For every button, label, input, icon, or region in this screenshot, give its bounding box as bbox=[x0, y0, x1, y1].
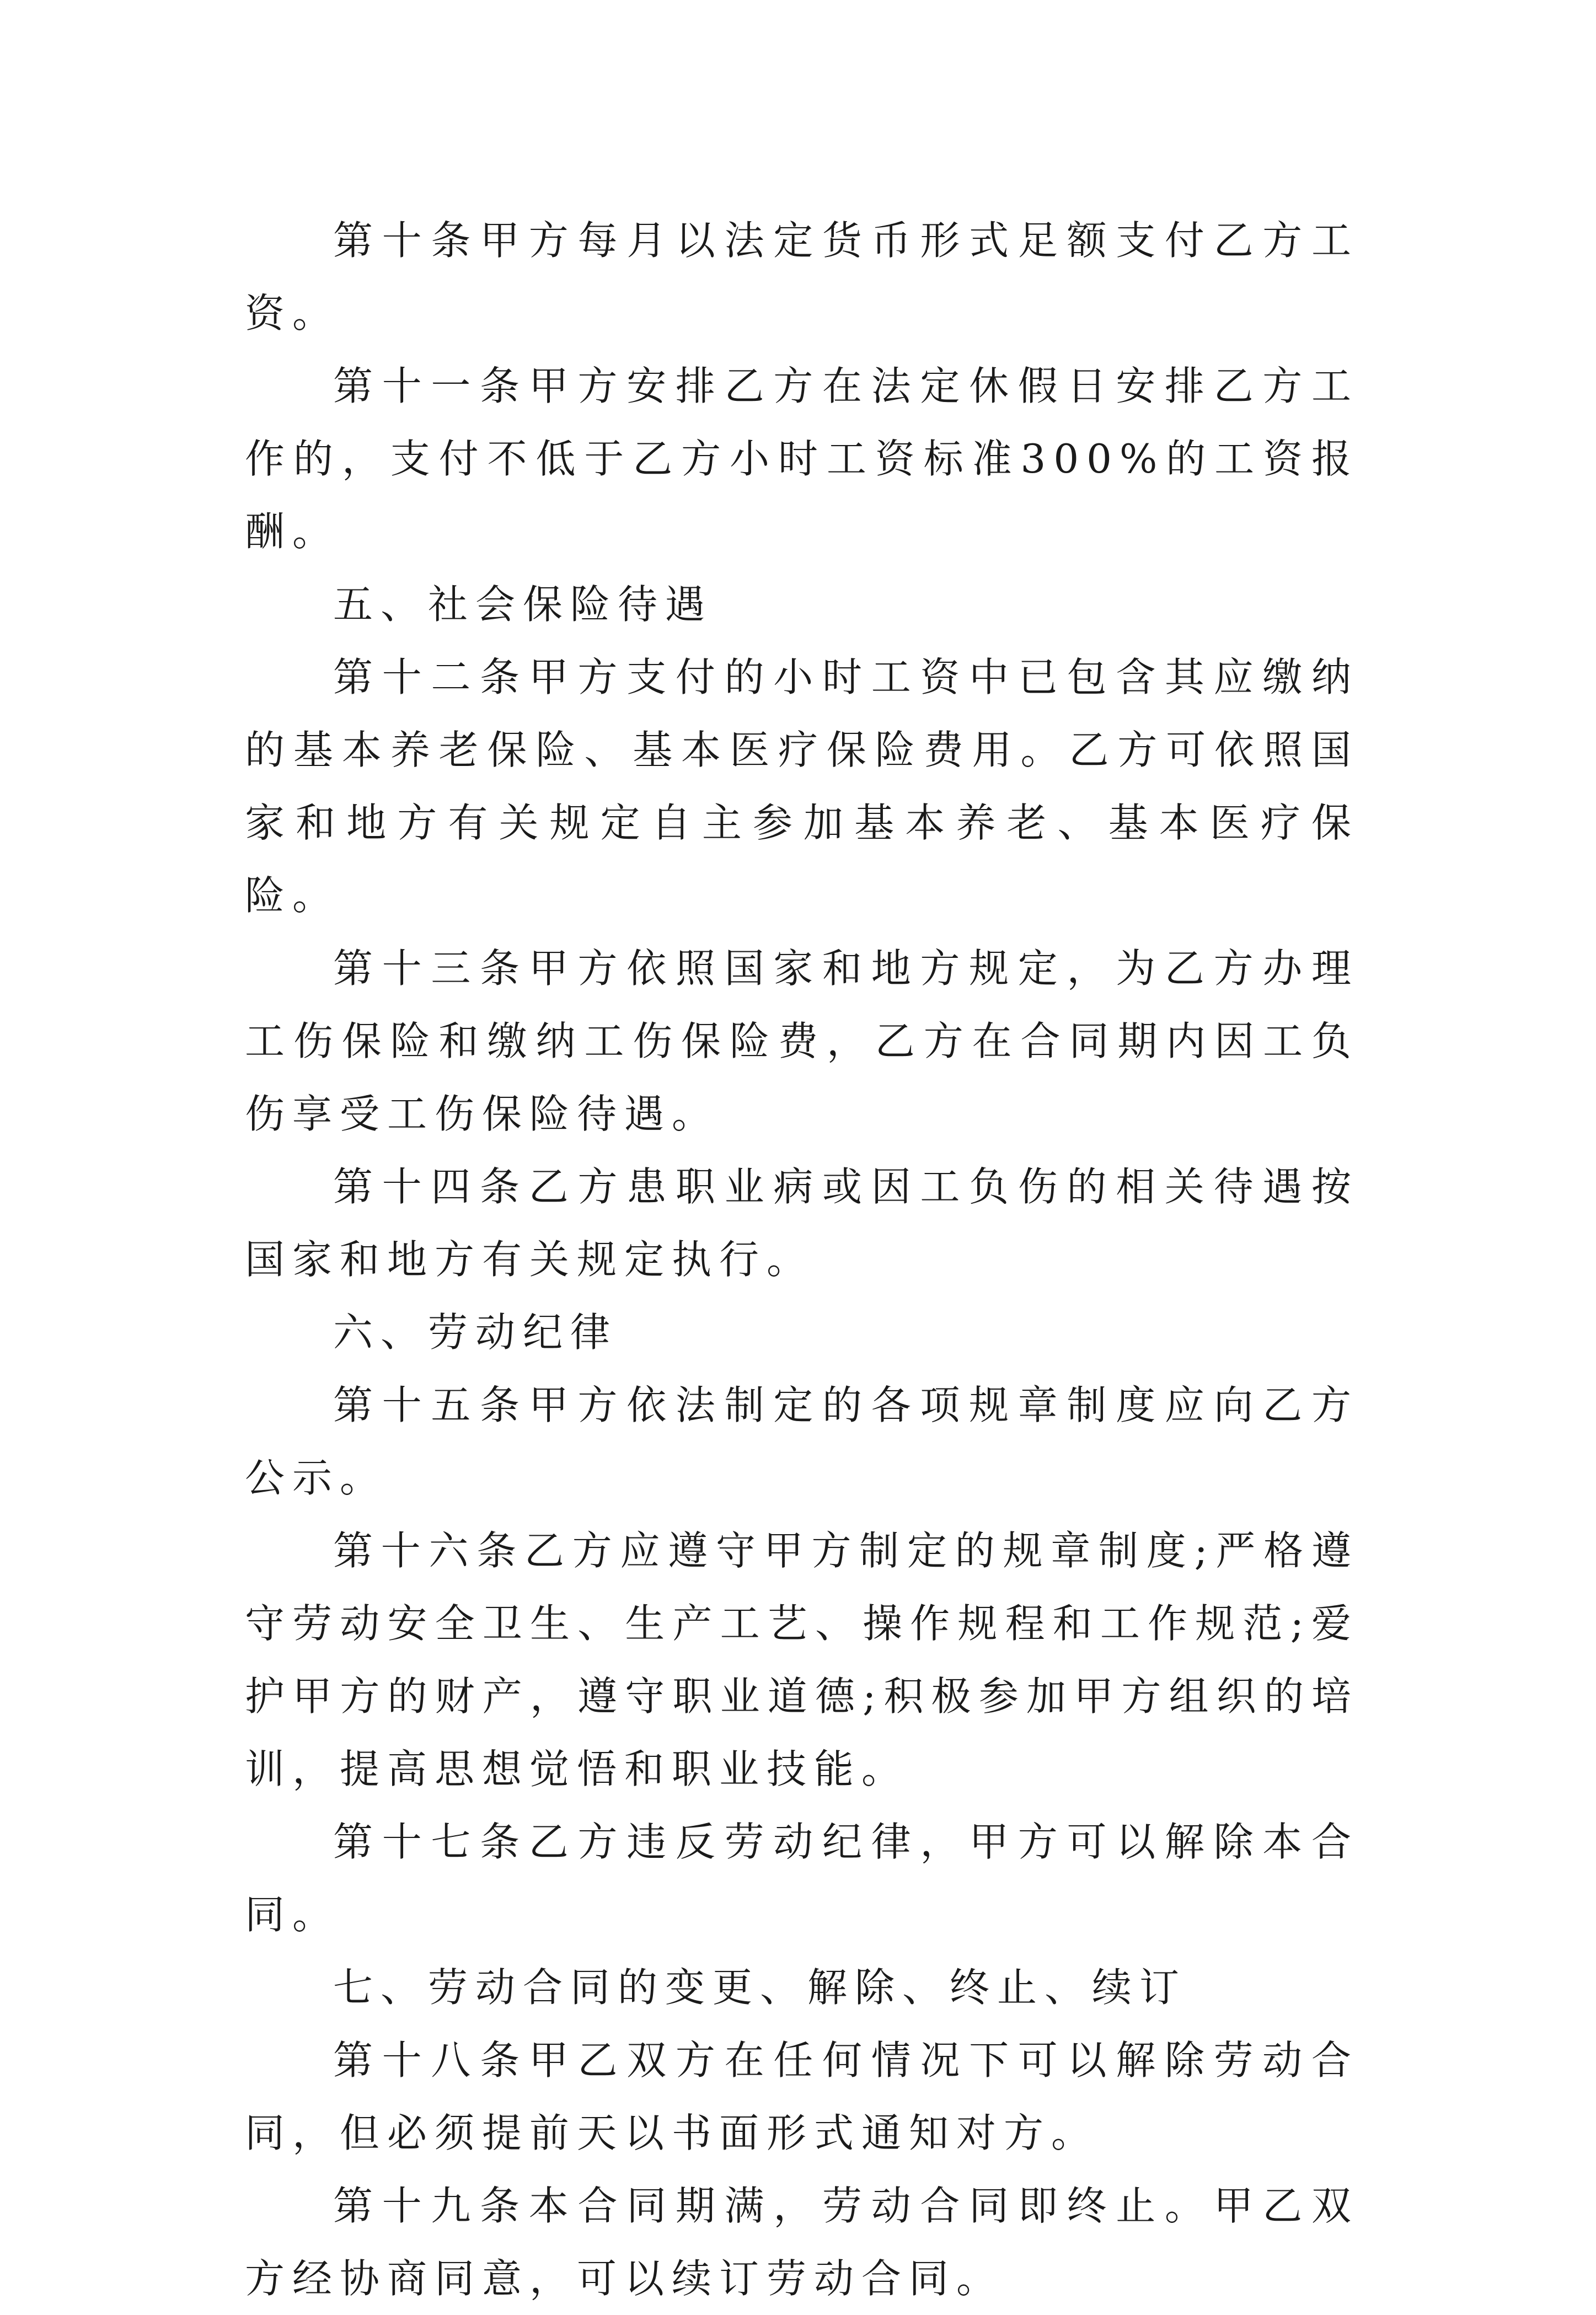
document-body bbox=[245, 204, 1359, 2315]
section-heading-social-insurance: 五、社会保险待遇 bbox=[333, 581, 713, 628]
section-heading-contract-changes: 七、劳动合同的变更、解除、终止、续订 bbox=[333, 1964, 1187, 2011]
section-heading-labor-discipline: 六、劳动纪律 bbox=[333, 1309, 618, 1355]
clause-14: 第十四条乙方患职业病或因工负伤的相关待遇按国家和地方有关规定执行。 bbox=[245, 1164, 1359, 1283]
clause-16: 第十六条乙方应遵守甲方制定的规章制度;严格遵守劳动安全卫生、生产工艺、操作规程和工作规范;爱护甲方的财产，遵守职业道德;积极参加甲方组织的培训，提高思想觉悟和职业技能。 bbox=[245, 1528, 1359, 1792]
clause-19: 第十九条本合同期满，劳动合同即终止。甲乙双方经协商同意，可以续订劳动合同。 bbox=[245, 2183, 1359, 2302]
clause-13: 第十三条甲方依照国家和地方规定，为乙方办理工伤保险和缴纳工伤保险费，乙方在合同期内因工负伤享受工伤保险待遇。 bbox=[245, 945, 1359, 1137]
clause-15: 第十五条甲方依法制定的各项规章制度应向乙方公示。 bbox=[245, 1382, 1359, 1501]
clause-11: 第十一条甲方安排乙方在法定休假日安排乙方工作的，支付不低于乙方小时工资标准300%的工资报酬。 bbox=[245, 363, 1359, 555]
clause-12: 第十二条甲方支付的小时工资中已包含其应缴纳的基本养老保险、基本医疗保险费用。乙方可依照国家和地方有关规定自主参加基本养老、基本医疗保险。 bbox=[245, 654, 1359, 919]
clause-18: 第十八条甲乙双方在任何情况下可以解除劳动合同，但必须提前天以书面形式通知对方。 bbox=[245, 2037, 1359, 2156]
clause-17: 第十七条乙方违反劳动纪律，甲方可以解除本合同。 bbox=[245, 1819, 1359, 1938]
clause-10: 第十条甲方每月以法定货币形式足额支付乙方工资。 bbox=[245, 217, 1359, 336]
